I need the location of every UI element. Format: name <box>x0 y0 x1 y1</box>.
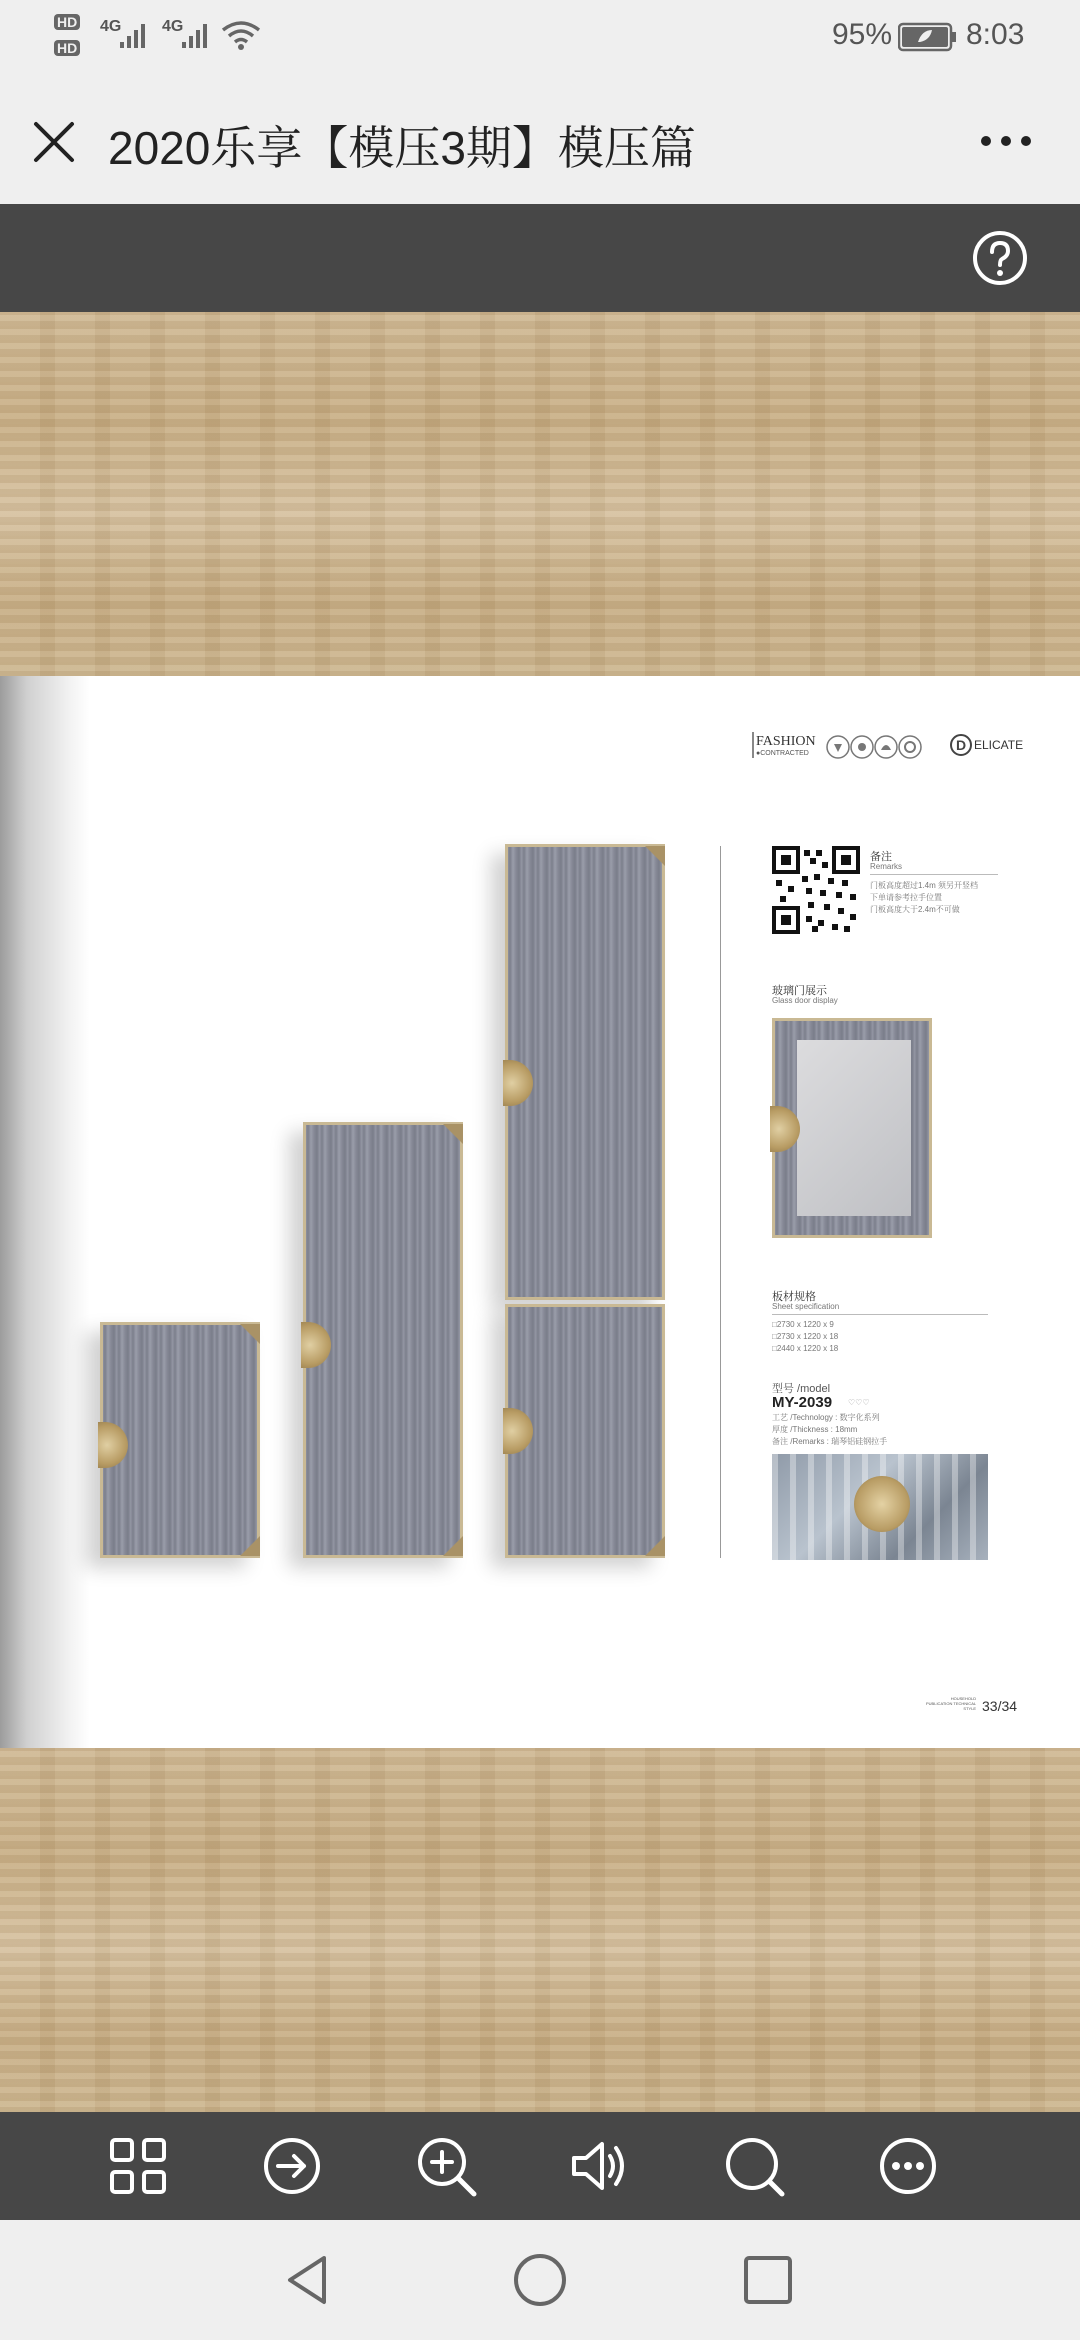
clock: 8:03 <box>966 18 1025 51</box>
divider <box>752 732 754 758</box>
sheet-en: Sheet specification <box>772 1302 840 1311</box>
brand-fashion: FASHION <box>756 734 816 749</box>
model-title: 型号 /model <box>772 1383 831 1395</box>
speaker-icon[interactable] <box>566 2132 634 2200</box>
page-title: 2020乐享【模压3期】模压篇 <box>108 122 696 174</box>
page-number: 33/34 <box>982 1698 1018 1714</box>
remarks-title: 备注 <box>870 851 892 863</box>
wifi-icon <box>220 18 262 52</box>
remarks-item: 下单请参考拉手位置 <box>870 893 942 902</box>
remarks-en: Remarks <box>870 862 903 871</box>
remarks-item: 门板高度超过1.4m 须另开竖档 <box>870 881 979 890</box>
nav-home-icon[interactable] <box>510 2250 570 2310</box>
handle-ornament <box>854 1476 910 1532</box>
search-icon[interactable] <box>720 2132 788 2200</box>
page-spine-shadow <box>0 676 90 1748</box>
zoom-in-icon[interactable] <box>412 2132 480 2200</box>
nav-back-icon[interactable] <box>278 2250 338 2310</box>
certification-badges-icon <box>826 734 922 760</box>
sim2-label: HD <box>54 40 80 56</box>
glass-title: 玻璃门展示 <box>772 985 827 997</box>
battery-icon <box>898 22 958 52</box>
glass-panel <box>797 1040 911 1216</box>
more-circle-icon[interactable] <box>874 2132 942 2200</box>
catalog-page[interactable] <box>0 676 1080 1748</box>
battery-percent: 95% <box>832 18 893 51</box>
wood-background-top <box>0 312 1080 676</box>
sim1-network: 4G <box>100 18 122 35</box>
sheet-item: □2730 x 1220 x 9 <box>772 1320 834 1329</box>
sheet-title: 板材规格 <box>772 1291 816 1303</box>
hardware-closeup-photo <box>772 1454 988 1560</box>
grid-icon[interactable] <box>104 2132 172 2200</box>
glass-en: Glass door display <box>772 996 838 1005</box>
share-arrow-icon[interactable] <box>258 2132 326 2200</box>
nav-recent-icon[interactable] <box>738 2250 798 2310</box>
brand-contracted: ●CONTRACTED <box>756 750 809 757</box>
sheet-item: □2730 x 1220 x 18 <box>772 1332 839 1341</box>
brand-badges <box>826 734 922 765</box>
divider <box>772 1314 988 1315</box>
sim2-network: 4G <box>162 18 184 35</box>
model-tech: 工艺 /Technology : 数字化系列 <box>772 1413 880 1422</box>
model-badges: ♡♡♡ <box>848 1398 870 1407</box>
brand-delicate: ELICATE <box>974 738 1024 752</box>
column-divider <box>720 846 721 1558</box>
sim-indicator <box>54 14 80 32</box>
publication-footer: HOUSEHOLD PUBLICATION TECHNICAL STYLE <box>926 1696 977 1711</box>
status-bar <box>0 0 1080 72</box>
wood-background-bottom <box>0 1748 1080 2112</box>
brand-d-logo: D <box>950 734 972 756</box>
close-icon[interactable] <box>30 118 78 166</box>
help-circle-icon[interactable] <box>970 228 1030 288</box>
remarks-item: 门板高度大于2.4m不可做 <box>870 905 960 914</box>
top-toolbar <box>0 204 1080 312</box>
sheet-item: □2440 x 1220 x 18 <box>772 1344 839 1353</box>
signal-icon <box>118 20 154 50</box>
model-code: MY-2039 <box>772 1394 833 1411</box>
signal-icon <box>180 20 216 50</box>
divider <box>870 874 998 875</box>
model-thickness: 厚度 /Thickness : 18mm <box>772 1425 858 1434</box>
model-remarks: 备注 /Remarks : 瑞琴铝硅钢拉手 <box>772 1437 888 1446</box>
more-dots-icon[interactable] <box>976 126 1036 156</box>
qr-code-icon <box>772 846 860 934</box>
sim1-label: HD <box>54 14 80 30</box>
